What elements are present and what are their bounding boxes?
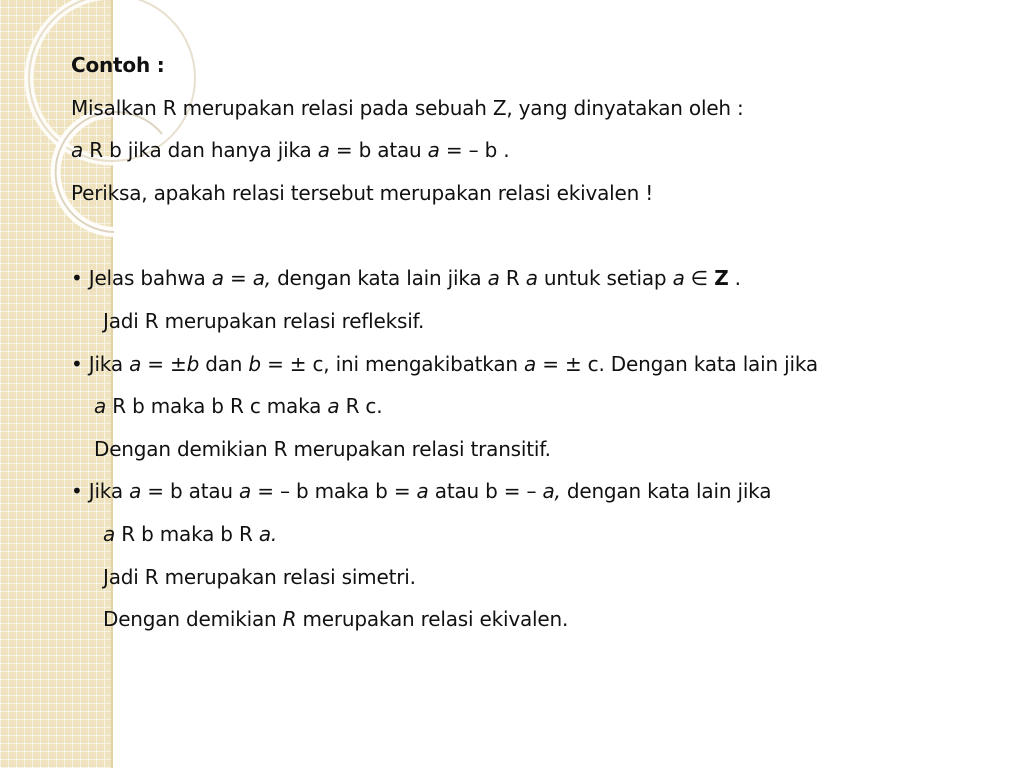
var-a: a: [94, 394, 107, 419]
reflexive-text: R: [499, 266, 526, 291]
symmetric-text: = b atau: [141, 479, 240, 504]
var-b: b: [248, 351, 261, 376]
symmetric-text: = – b maka b =: [251, 479, 417, 504]
relation-definition: [71, 129, 991, 172]
var-a: a: [525, 266, 538, 291]
var-a: a: [672, 266, 685, 291]
slide-heading: Contoh :: [71, 53, 165, 77]
final-text: merupakan relasi ekivalen.: [296, 607, 569, 632]
intro-line: Misalkan R merupakan relasi pada sebuah Z, yang dinyatakan oleh :: [71, 95, 744, 120]
var-a: a: [103, 521, 116, 546]
transitive-text: = ±: [141, 351, 187, 376]
relation-text: = b atau: [329, 138, 428, 163]
final-conclusion: [71, 598, 991, 641]
transitive-text: = ± c. Dengan kata lain jika: [536, 351, 818, 376]
transitive-text: = ± c, ini mengakibatkan: [260, 351, 525, 376]
transitive-conclusion: Dengan demikian R merupakan relasi transitif.: [94, 436, 551, 461]
var-a: a: [487, 266, 500, 291]
symmetric-bullet: [71, 470, 991, 513]
transitive-continuation: [71, 385, 991, 428]
var-a: a: [427, 138, 440, 163]
transitive-text: R b maka b R c maka: [106, 394, 328, 419]
set-z: Z: [714, 266, 729, 291]
var-a: a: [129, 479, 142, 504]
slide-content: [71, 44, 991, 641]
var-a: a,: [252, 266, 271, 291]
relation-text: = – b .: [439, 138, 510, 163]
var-a: a: [239, 479, 252, 504]
reflexive-text: .: [728, 266, 741, 291]
symmetric-continuation: [71, 513, 991, 556]
relation-text: R b jika dan hanya jika: [83, 138, 318, 163]
transitive-text: • Jika: [71, 351, 130, 376]
reflexive-conclusion: Jadi R merupakan relasi refleksif.: [103, 308, 425, 333]
var-b: b: [186, 351, 200, 376]
final-text: Dengan demikian: [103, 607, 283, 632]
spacer: [71, 214, 991, 257]
var-a: a: [327, 394, 340, 419]
relation-r: R: [282, 607, 297, 632]
transitive-text: dan: [199, 351, 249, 376]
symmetric-text: R b maka b R: [115, 521, 259, 546]
var-a: a: [71, 138, 84, 163]
symmetric-text: atau b = –: [428, 479, 543, 504]
transitive-bullet: [71, 343, 991, 386]
var-a: a: [211, 266, 224, 291]
var-a: a: [524, 351, 537, 376]
symmetric-conclusion: Jadi R merupakan relasi simetri.: [103, 564, 416, 589]
question-line: Periksa, apakah relasi tersebut merupakan relasi ekivalen !: [71, 180, 654, 205]
reflexive-text: • Jelas bahwa: [71, 266, 212, 291]
var-a: a: [416, 479, 429, 504]
symmetric-text: • Jika: [71, 479, 130, 504]
var-a: a: [129, 351, 142, 376]
var-a: a,: [542, 479, 561, 504]
transitive-text: R c.: [339, 394, 383, 419]
symmetric-text: dengan kata lain jika: [560, 479, 772, 504]
var-a: a.: [258, 521, 278, 546]
reflexive-text: untuk setiap: [537, 266, 673, 291]
reflexive-bullet: [71, 257, 991, 300]
reflexive-text: =: [223, 266, 253, 291]
reflexive-text: dengan kata lain jika: [270, 266, 488, 291]
var-a: a: [317, 138, 330, 163]
reflexive-text: ∈: [684, 266, 715, 291]
